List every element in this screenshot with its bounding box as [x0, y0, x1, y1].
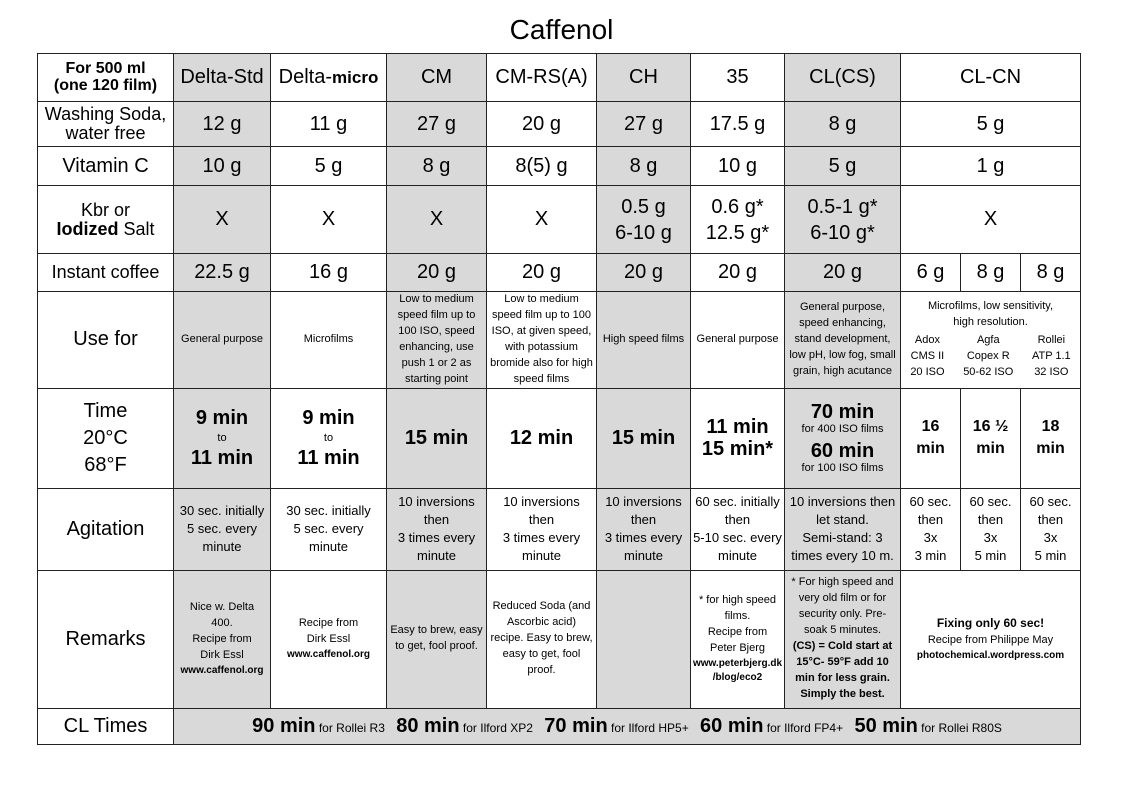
agitation-cell: 10 inversions then let stand. Semi-stand: 3 times every 10 m. — [785, 488, 901, 570]
film-adox: Adox CMS II 20 ISO — [910, 333, 945, 378]
cl-time-item: 50 min for Rollei R80S — [854, 714, 1002, 737]
remarks-cell — [597, 570, 691, 708]
column-header-cm-rs-a: CM-RS(A) — [487, 54, 597, 102]
kbr-cell: 0.6 g* 12.5 g* — [691, 186, 785, 254]
column-header-ch: CH — [597, 54, 691, 102]
row-label-instant-coffee: Instant coffee — [38, 254, 174, 292]
vitamin-c-cell: 1 g — [901, 147, 1081, 186]
row-label-vitamin-c: Vitamin C — [38, 147, 174, 186]
agitation-cell: 60 sec. then 3x 5 min — [961, 488, 1021, 570]
use-for-cell: High speed films — [597, 292, 691, 389]
use-for-cell: Microfilms — [271, 292, 387, 389]
time-cell: 16 min — [901, 388, 961, 488]
vitamin-c-cell: 10 g — [691, 147, 785, 186]
vitamin-c-cell: 8(5) g — [487, 147, 597, 186]
time-cell: 70 min for 400 ISO films 60 min for 100 ISO films — [785, 388, 901, 488]
coffee-cell: 20 g — [785, 254, 901, 292]
soda-cell: 27 g — [597, 102, 691, 147]
column-header-cl-cn: CL-CN — [901, 54, 1081, 102]
column-header-cm: CM — [387, 54, 487, 102]
remarks-cell: * For high speed and very old film or for security only. Pre-soak 5 minutes. (CS) = Cold start at 15°C- 59°F add 10 min for less grain. Simply the best. — [785, 570, 901, 708]
coffee-cell: 22.5 g — [174, 254, 271, 292]
use-for-cell: General purpose — [174, 292, 271, 389]
time-cell: 11 min 15 min* — [691, 388, 785, 488]
header-row — [38, 54, 1081, 102]
row-label-remarks: Remarks — [38, 570, 174, 708]
remarks-cell: Recipe from Dirk Essl www.caffenol.org — [271, 570, 387, 708]
cl-time-item: 80 min for Ilford XP2 — [396, 714, 533, 737]
page-title: Caffenol — [509, 14, 614, 45]
agitation-cell: 10 inversions then 3 times every minute — [597, 488, 691, 570]
row-label-agitation: Agitation — [38, 488, 174, 570]
agitation-cell: 60 sec. then 3x 5 min — [1021, 488, 1081, 570]
remarks-cell: Nice w. Delta 400. Recipe from Dirk Essl www.caffenol.org — [174, 570, 271, 708]
kbr-cell: X — [487, 186, 597, 254]
cl-time-item: 70 min for Ilford HP5+ — [544, 714, 689, 737]
soda-cell: 12 g — [174, 102, 271, 147]
film-rollei: Rollei ATP 1.1 32 ISO — [1031, 333, 1071, 378]
soda-cell: 8 g — [785, 102, 901, 147]
remarks-cell: Easy to brew, easy to get, fool proof. — [387, 570, 487, 708]
use-for-cell: General purpose, speed enhancing, stand development, low pH, low fog, small grain, high acutance — [785, 292, 901, 389]
remarks-cell: Fixing only 60 sec! Recipe from Philippe May photochemical.wordpress.com — [901, 570, 1081, 708]
film-agfa: Agfa Copex R 50-62 ISO — [963, 333, 1014, 378]
time-cell: 12 min — [487, 388, 597, 488]
soda-row — [38, 102, 1081, 147]
soda-cell: 27 g — [387, 102, 487, 147]
remarks-cell: * for high speed films. Recipe from Peter Bjerg www.peterbjerg.dk /blog/eco2 — [691, 570, 785, 708]
agitation-row — [38, 488, 1081, 570]
remarks-cell: Reduced Soda (and Ascorbic acid) recipe. Easy to brew, easy to get, fool proof. — [487, 570, 597, 708]
use-for-cell: Low to medium speed film up to 100 ISO, speed enhancing, use push 1 or 2 as starting point — [387, 292, 487, 389]
row-label-washing-soda: Washing Soda, water free — [38, 102, 174, 147]
volume-header: For 500 ml (one 120 film) — [38, 54, 174, 102]
agitation-cell: 60 sec. initially then 5-10 sec. every minute — [691, 488, 785, 570]
coffee-cell: 6 g — [901, 254, 961, 292]
caffenol-recipe-table — [37, 53, 1081, 745]
vitamin-c-cell: 10 g — [174, 147, 271, 186]
coffee-cell: 8 g — [961, 254, 1021, 292]
agitation-cell: 10 inversions then 3 times every minute — [487, 488, 597, 570]
vitamin-c-cell: 8 g — [597, 147, 691, 186]
row-label-use-for: Use for — [38, 292, 174, 389]
kbr-cell: X — [271, 186, 387, 254]
coffee-cell: 20 g — [597, 254, 691, 292]
cl-time-item: 60 min for Ilford FP4+ — [700, 714, 844, 737]
kbr-row — [38, 186, 1081, 254]
kbr-cell: 0.5 g 6-10 g — [597, 186, 691, 254]
vitamin-c-cell: 5 g — [785, 147, 901, 186]
time-cell: 9 min to 11 min — [174, 388, 271, 488]
coffee-cell: 20 g — [487, 254, 597, 292]
coffee-row — [38, 254, 1081, 292]
soda-cell: 17.5 g — [691, 102, 785, 147]
agitation-cell: 30 sec. initially 5 sec. every minute — [174, 488, 271, 570]
soda-cell: 5 g — [901, 102, 1081, 147]
time-cell: 15 min — [597, 388, 691, 488]
cl-times-cell — [174, 708, 1081, 744]
column-header-delta-std: Delta-Std — [174, 54, 271, 102]
coffee-cell: 20 g — [387, 254, 487, 292]
row-label-kbr: Kbr or Iodized Salt — [38, 186, 174, 254]
time-cell: 15 min — [387, 388, 487, 488]
column-header-35: 35 — [691, 54, 785, 102]
coffee-cell: 8 g — [1021, 254, 1081, 292]
agitation-cell: 30 sec. initially 5 sec. every minute — [271, 488, 387, 570]
soda-cell: 11 g — [271, 102, 387, 147]
time-cell: 16 ½ min — [961, 388, 1021, 488]
vitamin-c-cell: 5 g — [271, 147, 387, 186]
column-header-delta-micro: Delta-micro — [271, 54, 387, 102]
row-label-cl-times: CL Times — [38, 708, 174, 744]
cl-time-item: 90 min for Rollei R3 — [252, 714, 385, 737]
use-for-row — [38, 292, 1081, 389]
kbr-cell: X — [174, 186, 271, 254]
kbr-cell: X — [901, 186, 1081, 254]
agitation-cell: 60 sec. then 3x 3 min — [901, 488, 961, 570]
time-cell: 9 min to 11 min — [271, 388, 387, 488]
use-for-cell-cl-cn: Microfilms, low sensitivity, high resolution. Adox CMS II 20 ISO Agfa Copex R 50-62 ISO Rollei ATP 1.1 32 ISO — [901, 292, 1081, 389]
use-for-cell: General purpose — [691, 292, 785, 389]
use-for-cell: Low to medium speed film up to 100 ISO, at given speed, with potassium bromide also for high speed films — [487, 292, 597, 389]
agitation-cell: 10 inversions then 3 times every minute — [387, 488, 487, 570]
vitamin-c-cell: 8 g — [387, 147, 487, 186]
coffee-cell: 20 g — [691, 254, 785, 292]
coffee-cell: 16 g — [271, 254, 387, 292]
vitamin-c-row — [38, 147, 1081, 186]
cl-times-row — [38, 708, 1081, 744]
kbr-cell: 0.5-1 g* 6-10 g* — [785, 186, 901, 254]
time-row — [38, 388, 1081, 488]
remarks-row — [38, 570, 1081, 708]
row-label-time: Time 20°C 68°F — [38, 388, 174, 488]
kbr-cell: X — [387, 186, 487, 254]
column-header-cl-cs: CL(CS) — [785, 54, 901, 102]
soda-cell: 20 g — [487, 102, 597, 147]
time-cell: 18 min — [1021, 388, 1081, 488]
